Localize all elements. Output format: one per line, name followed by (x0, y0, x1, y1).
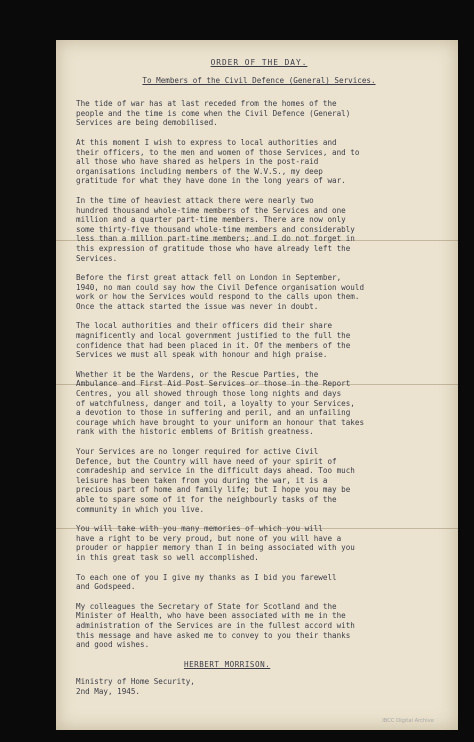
paragraph: My colleagues the Secretary of State for Scotland and the Minister of Health, who have been associated with me in the administration of the Services are in the fullest accord with this message and have asked me to convey to you their thanks and good wishes. (76, 601, 355, 650)
paragraph: Whether it be the Wardens, or the Rescue Parties, the Ambulance and First Aid Post Services or those in the Report Centres, you all showed through those long nights and days of watchfulness, danger and toil, a loyalty to your Services, a devotion to those in suffering and peril, and an unfailing courage which have brought to your uniform an honour that takes rank with the historic emblems of British greatness. (76, 369, 365, 437)
closing-address: Ministry of Home Security, 2nd May, 1945. (76, 677, 195, 696)
signature: HERBERT MORRISON. (184, 659, 271, 669)
paragraph: At this moment I wish to express to local authorities and their officers, to the men and women of those Services, and to all those who have shared as helpers in the post-raid organisations including members of the W.V.S., my deep gratitude for what they have done in the long years of war. (76, 137, 360, 186)
paragraph: Your Services are no longer required for active Civil Defence, but the Country will have need of your spirit of comradeship and service in the difficult days ahead. Too much leisure has been taken from you during the war, it is a precious part of home and family life; but I hope you may be able to spare some of it for the neighbourly tasks of the community in which you live. (76, 447, 355, 514)
archive-watermark: IBCC Digital Archive (382, 718, 434, 724)
paragraph: The local authorities and their officers did their share magnificently and local government justified to the full the confidence that had been placed in it. Of the members of the Services we must all speak with honour and high praise. (76, 321, 351, 360)
document-title: ORDER OF THE DAY. (210, 58, 308, 67)
paragraph: In the time of heaviest attack there were nearly two hundred thousand whole-time members of the Services and one million and a quarter part-time members. There are now only some thirty-five thousand whole-time members and considerably less than a million part-time members; and I do not forget in this expression of gratitude those who have already left the Services. (76, 195, 355, 263)
document-body (76, 58, 442, 696)
document-subtitle: To Members of the Civil Defence (General) Services. (142, 75, 376, 85)
document-page (56, 40, 458, 730)
paragraph: Before the first great attack fell on London in September, 1940, no man could say how the Civil Defence organisation would work or how the Services would respond to the calls upon them. Once the attack started the issue was never in doubt. (76, 273, 365, 311)
paragraph: The tide of war has at last receded from the homes of the people and the time is come when the Civil Defence (General) Services are being demobilised. (76, 99, 351, 128)
paragraph: To each one of you I give my thanks as I bid you farewell and Godspeed. (76, 572, 337, 592)
paragraph: You will take with you many memories of which you will have a right to be very proud, but none of you will have a prouder or happier memory than I in being associated with you in this great task so well accomplished. (76, 524, 355, 562)
